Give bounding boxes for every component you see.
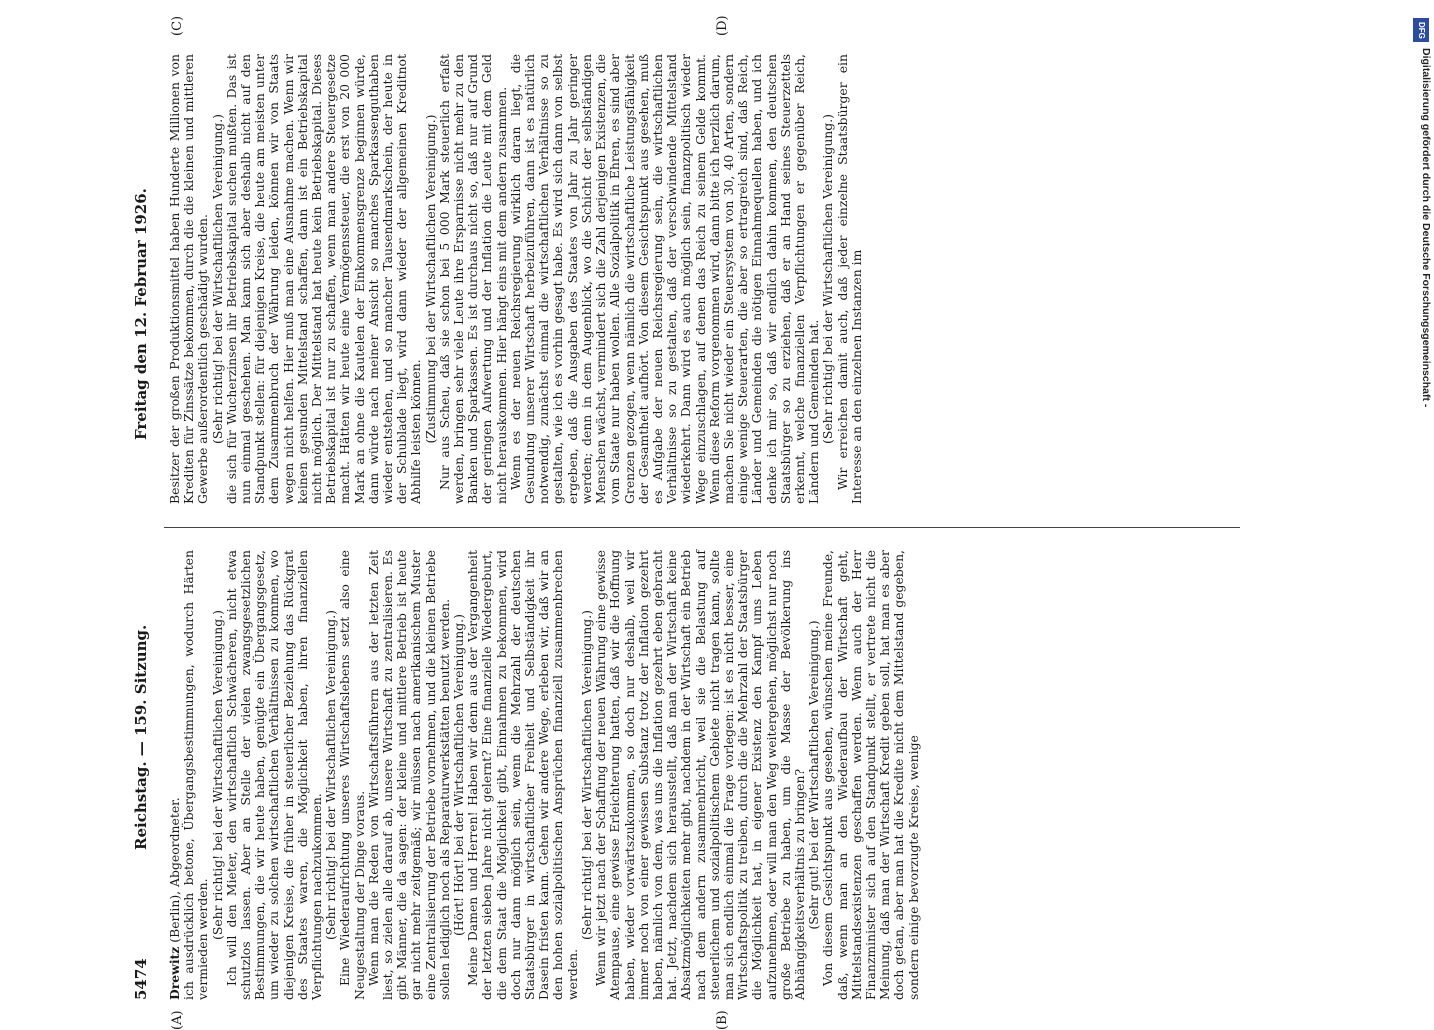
right-column	[168, 54, 864, 504]
right-running-title: Freitag den 12. Februar 1926.	[132, 188, 150, 440]
interjection: (Sehr richtig! bei der Wirtschaftlichen Vereinigung.)	[209, 610, 225, 940]
paragraph: Nur aus Scheu, daß sie schon bei 5 000 Mark steuerlich erfaßt werden, bringen sehr viele Leute ihre Ersparnisse nicht mehr zu den Banken und Sparkassen. Es ist durchaus nicht so, daß nur auf Grund der geringen Aufwertung und der Inflation die Leute mit dem Geld nicht herauskommen. Hier hängt eins mit dem andern zusammen.	[436, 54, 509, 504]
interjection: (Zustimmung bei der Wirtschaftlichen Vereinigung.)	[422, 114, 438, 444]
paragraph: Wenn wir jetzt nach der Schaffung der neuen Währung eine gewisse Atempause, eine gewisse Erleichterung hatten, daß wir die Hoffnung haben, wieder vorwärtszukommen, so doch nur deshalb, weil wir immer noch von einer gewissen Substanz trotz der Inflation gezehrt haben, nämlich von dem, was uns die Inflation gezehrt eben gebracht hat. Jetzt, nachdem sich herausstellt, daß man der Wirtschaft keine Absatzmöglichkeiten mehr gibt, nachdem in der Wirtschaft ein Betrieb nach dem andern zusammenbricht, weil sie die Belastung auf steuerlichem und sozialpolitischem Gebiete nicht tragen kann, sollte man sich endlich einmal die Frage vorlegen: ist es nicht besser, eine Wirtschaftspolitik zu treiben, durch die die Mehrzahl der Staatsbürger die Möglichkeit hat, in eigener Existenz den Kampf ums Leben aufzunehmen, oder will man den Weg weitergehen, möglichst nur noch große Betriebe zu haben, um die Masse der Bevölkerung ins Abhängigkeitsverhältnis zu bringen?	[593, 550, 807, 1000]
margin-mark-c: (C)	[170, 15, 185, 36]
interjection: (Sehr richtig! bei der Wirtschaftlichen Vereinigung.)	[820, 114, 836, 444]
paragraph: Ich will den Mieter, den wirtschaftlich Schwächeren, nicht etwa schutzlos lassen. Aber an Stelle der vielen zwangsgesetzlichen Bestimmungen, die wir heute haben, genügte ein Übergangsgesetz, um wieder zu solchen wirtschaftlichen Verhältnissen zu kommen, wo diejenigen Kreise, die früher in steuerlicher Beziehung das Rückgrat des Staates waren, die Möglichkeit haben, ihren finanziellen Verpflichtungen nachzukommen.	[223, 550, 325, 1000]
margin-mark-a: (A)	[170, 1010, 185, 1030]
speaker-info: (Berlin), Abgeordneter.	[167, 797, 182, 943]
speaker-name: Drewitz	[167, 946, 182, 1000]
left-running-title: Reichstag. — 159. Sitzung.	[132, 624, 150, 850]
margin-mark-d: (D)	[715, 15, 730, 36]
page-number: 5474	[132, 958, 150, 1000]
interjection: (Hört! Hört! bei der Wirtschaftlichen Vereinigung.)	[451, 614, 467, 936]
margin-mark-b: (B)	[715, 1010, 730, 1030]
paragraph: Eine Wiederaufrichtung unseres Wirtschaftslebens setzt also eine Neugestaltung der Dinge voraus.	[337, 550, 367, 1000]
digitization-notice	[1410, 8, 1432, 992]
interjection: (Sehr richtig! bei der Wirtschaftlichen Vereinigung.)	[578, 610, 594, 940]
paragraph: Meine Damen und Herren! Haben wir denn aus der Vergangenheit der letzten sieben Jahre nicht gelernt? Eine finanzielle Wiedergeburt, die dem Staat die Möglichkeit gibt, Einnahmen zu bekommen, wird doch nur dann möglich sein, wenn die Mehrzahl der deutschen Staatsbürger in wirtschaftlicher Freiheit und Selbständigkeit ihr Dasein fristen kann. Gehen wir andere Wege, erleben wir, daß wir an den hohen sozialpolitischen Ansprüchen finanziell zusammenbrechen werden.	[465, 550, 580, 1000]
left-column	[168, 550, 921, 1000]
paragraph: ich ausdrücklich betone, Übergangsbestimmungen, wodurch Härten vermieden werden.	[181, 550, 211, 1000]
digitization-text: Digitalisierung gefördert durch die Deutsche Forschungsgemeinschaft -	[1420, 48, 1432, 408]
paragraph: Von diesem Gesichtspunkt aus gesehen, wünschen meine Freunde, daß, wenn man an den Wiederaufbau der Wirtschaft geht, Mittelstandsexistenzen geschaffen werden. Wenn auch der Herr Finanzminister sich auf den Standpunkt stellt, er vertrete nicht die Meinung, daß man der Wirtschaft Kredit geben soll, hat man es aber doch getan, aber man hat die Kredite nicht dem Mittelstand gegeben, sondern einige bevorzugte Kreise, wenige	[820, 550, 921, 1000]
page-header	[130, 40, 156, 1000]
paragraph: Besitzer der großen Produktionsmittel haben Hunderte Millionen von Krediten für Zinssätze bekommen, durch die die kleinen und mittleren Gewerbe außerordentlich geschädigt wurden.	[167, 54, 211, 504]
dfg-logo: DFG	[1413, 18, 1429, 42]
paragraph: Wenn es der neuen Reichsregierung wirklich daran liegt, die Gesundung unserer Wirtschaft herbeizuführen, dann ist es natürlich notwendig, zunächst einmal die wirtschaftlichen Verhältnisse so zu gestalten, wie ich es vorhin gesagt habe. Es wird sich dann von selbst ergeben, daß die Ausgaben des Staates von Jahr zu Jahr geringer werden; denn in dem Augenblick, wo die Schicht der selbständigen Menschen wächst, vermindert sich die Zahl derjenigen Existenzen, die vom Staate nur haben wollen. Alle Sozialpolitik in Ehren, es sind aber Grenzen gezogen, wenn nämlich die wirtschaftliche Leistungsfähigkeit der Gesamtheit aufhört. Von diesem Gesichtspunkt aus gesehen, muß es Aufgabe der neuen Reichsregierung sein, die wirtschaftlichen Verhältnisse so zu gestalten, daß der verschwindende Mittelstand wiederkehrt. Dann wird es auch möglich sein, finanzpolitisch wieder Wege einzuschlagen, auf denen das Reich zu seinem Gelde kommt. Wenn diese Reform vorgenommen wird, dann bitte ich herzlich darum, machen Sie nicht wieder ein Steuersystem von 30, 40 Arten, sondern einige wenige Steuerarten, die aber so ertragreich sind, daß Reich, Länder und Gemeinden die nötigen Einnahmequellen haben, und ich denke ich mir so, daß wir endlich dahin kommen, den deutschen Staatsbürger so zu erziehen, daß er an Hand seines Steuerzettels erkennt, welche finanziellen Verpflichtungen er gegenüber Reich, Ländern und Gemeinden hat.	[507, 54, 822, 504]
paragraph: Wenn man die Reden von Wirtschaftsführern aus der letzten Zeit liest, so zielen alle darauf ab, unsere Wirtschaft zu zentralisieren. Es gibt Männer, die da sagen: der kleine und mittlere Betrieb ist heute gar nicht mehr zeitgemäß; wir müssen nach amerikanischem Muster eine Zentralisierung der Betriebe vornehmen, und die kleinen Betriebe sollen lediglich noch als Reparaturwerkstätten benutzt werden.	[365, 550, 452, 1000]
interjection: (Sehr richtig! bei der Wirtschaftlichen Vereinigung.)	[323, 610, 339, 940]
interjection: (Sehr richtig! bei der Wirtschaftlichen Vereinigung.)	[209, 114, 225, 444]
document-page	[130, 15, 1240, 1030]
paragraph: Wir erreichen damit auch, daß jeder einzelne Staatsbürger ein Interesse an den einzelnen Instanzen im	[834, 54, 864, 504]
interjection: (Sehr gut! bei der Wirtschaftlichen Vereinigung.)	[806, 620, 822, 930]
paragraph: die sich für Wucherzinsen ihr Betriebskapital suchen mußten. Das ist nun einmal geschehen. Man kann sich aber deshalb nicht auf den Standpunkt stellen: für diejenigen Kreise, die heute am meisten unter dem Zusammenbruch der Währung leiden, können wir von Staats wegen nicht helfen. Hier muß man eine Ausnahme machen. Wenn wir keinen gesunden Mittelstand schaffen, dann ist ein Betriebskapital nicht möglich. Der Mittelstand hat heute kein Betriebskapital. Dieses Betriebskapital ist nur zu schaffen, wenn man andere Steuergesetze macht. Hätten wir heute eine Vermögenssteuer, die erst von 20 000 Mark an ohne die Kautelen der Einkommensgrenze beginnen würde, dann würde nach meiner Ansicht so manches Sparkassenguthaben wieder entstehen, und so mancher Tausendmarkschein, der heute in der Schublade liegt, wird dann wieder der allgemeinen Kreditnot Abhilfe leisten können.	[223, 54, 424, 504]
column-divider	[164, 527, 1240, 528]
